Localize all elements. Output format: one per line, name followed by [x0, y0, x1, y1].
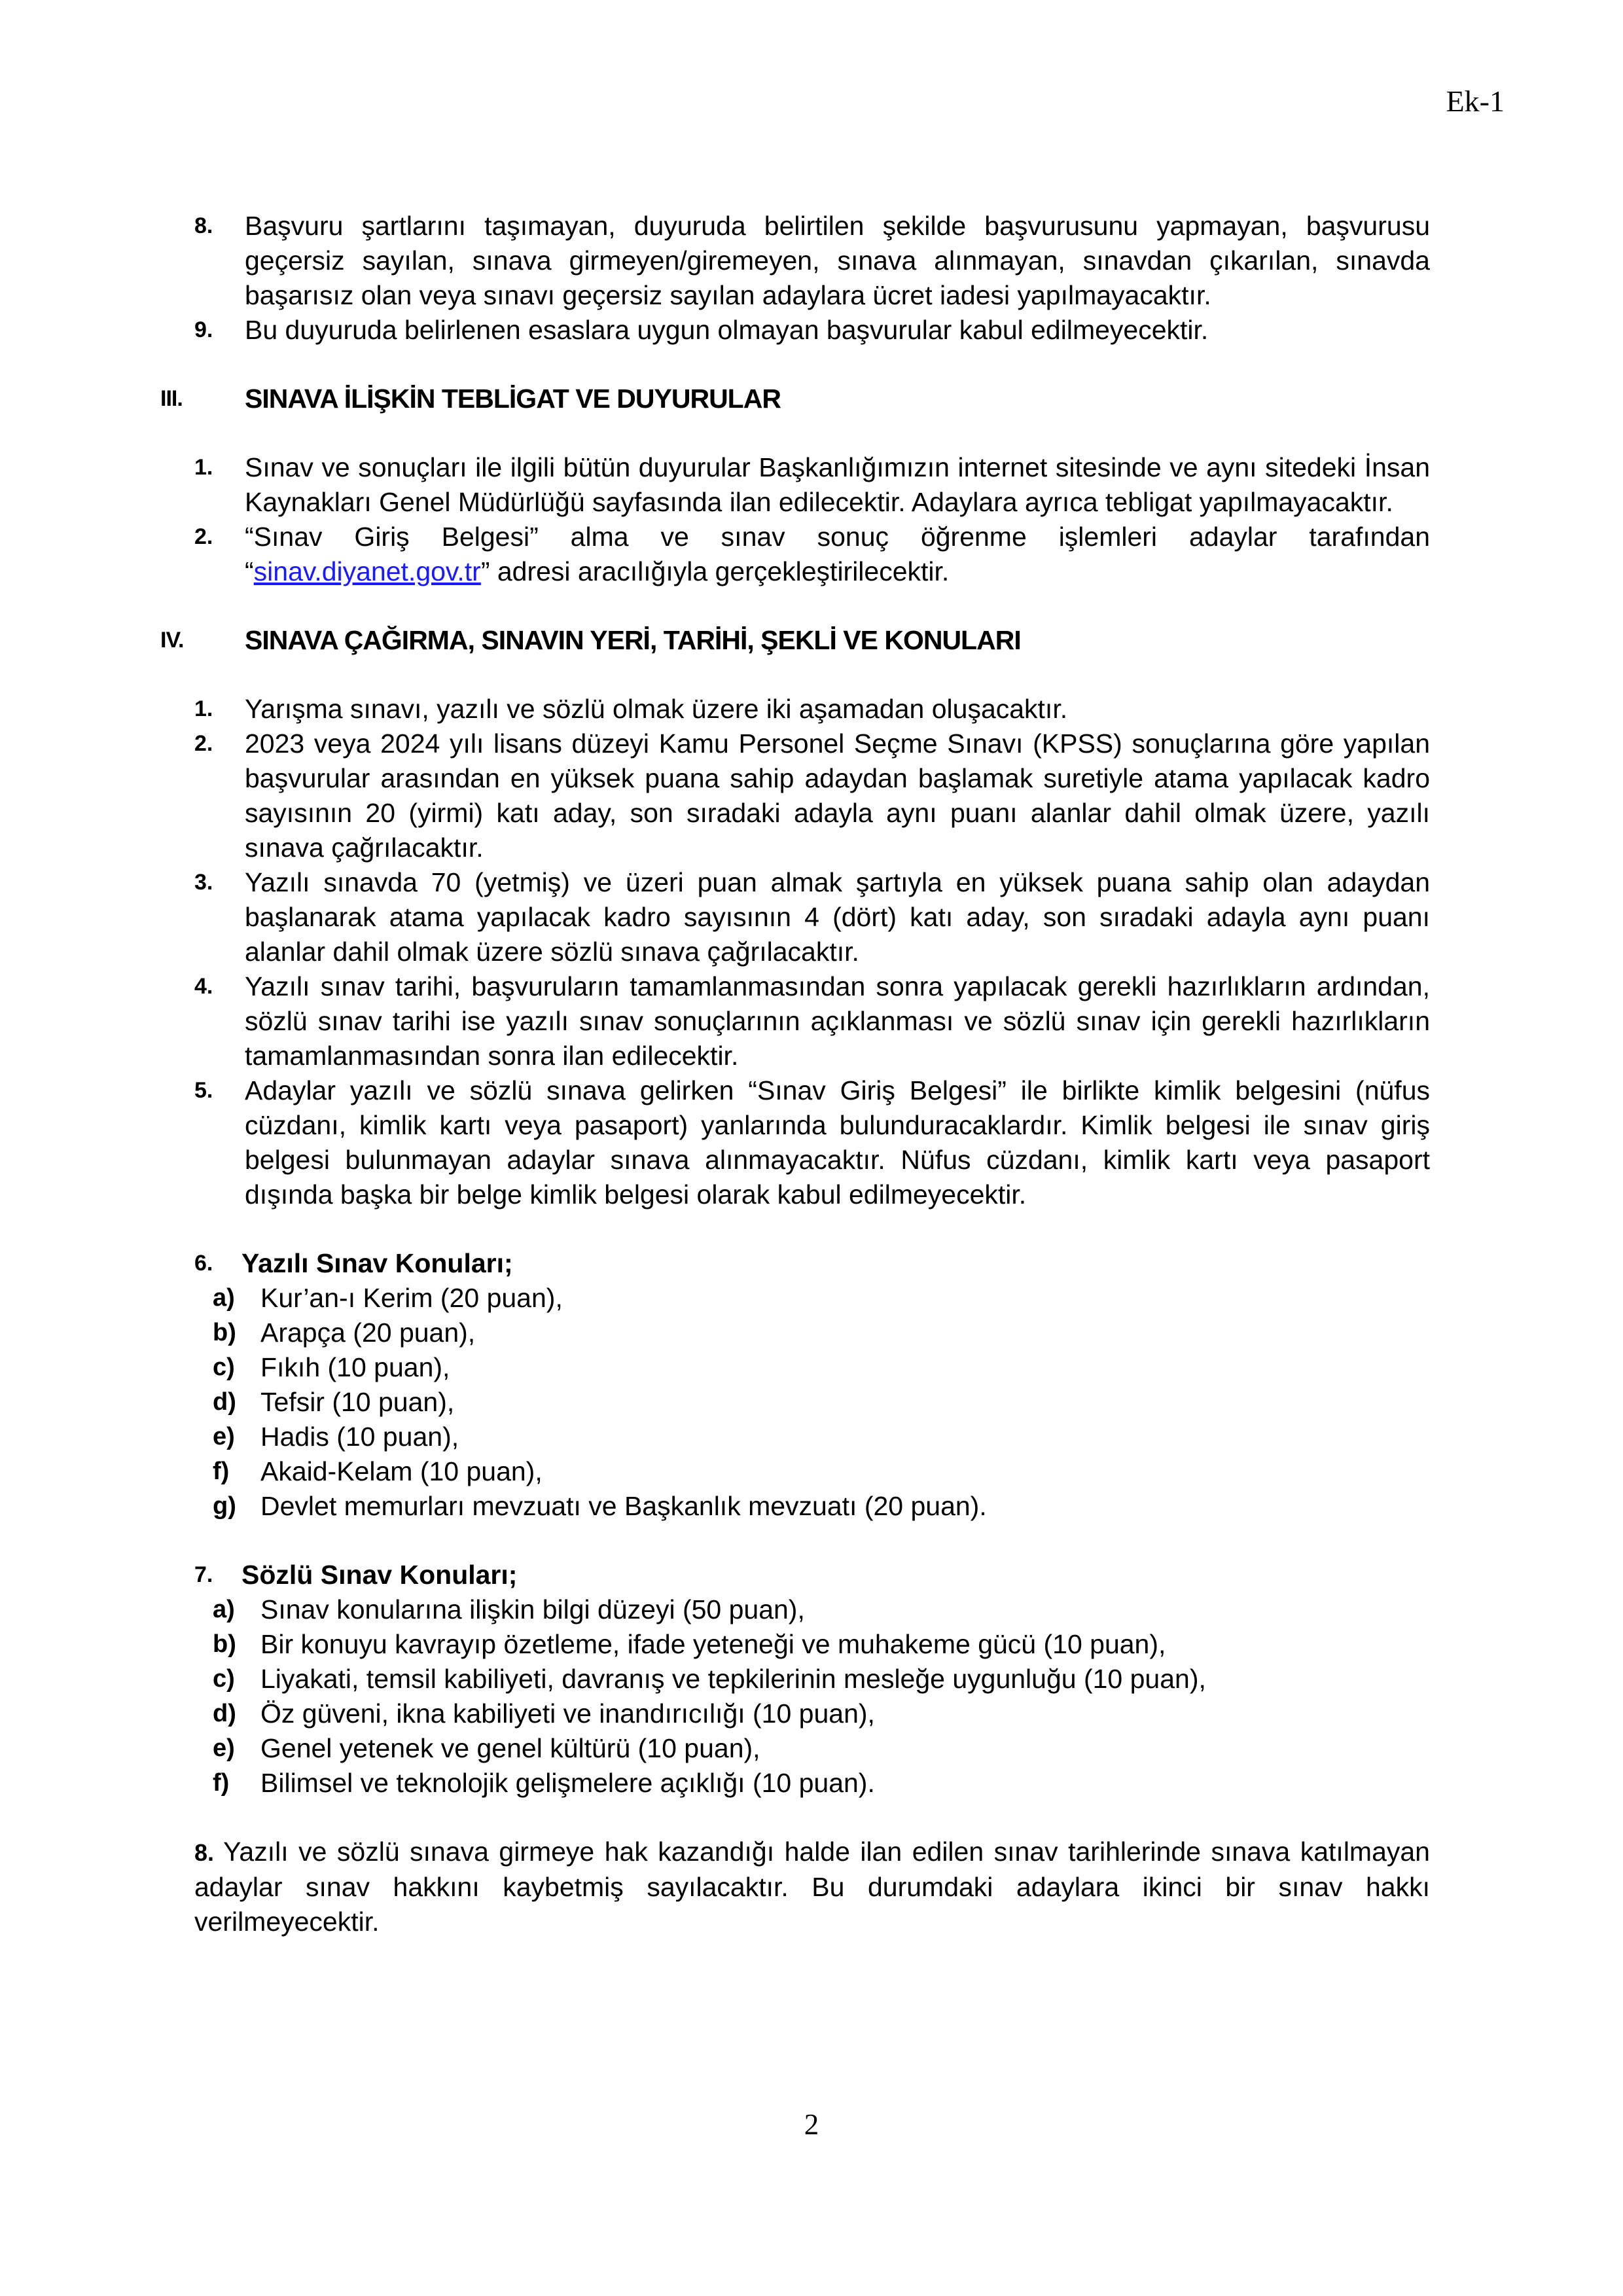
list-item — [194, 313, 1430, 348]
topic-text: Bilimsel ve teknolojik gelişmelere açıklığı (10 puan). — [260, 1768, 875, 1798]
item-text: 2023 veya 2024 yılı lisans düzeyi Kamu Personel Seçme Sınavı (KPSS) sonuçlarına göre yapılan başvurular arasından en yüksek puana sahip adaydan başlamak suretiyle atama yapılacak kadro sayısının 20 (yirmi) katı aday, son sıradaki adayla aynı puanı alanlar dahil olmak üzere, yazılı sınava çağrılacaktır. — [245, 728, 1430, 863]
topic-item — [213, 1350, 1430, 1385]
topic-text: Kur’an-ı Kerim (20 puan), — [260, 1283, 563, 1313]
topic-letter: b) — [213, 1319, 236, 1346]
item-text: Yazılı ve sözlü sınava girmeye hak kazandığı halde ilan edilen sınav tarihlerinde sınava katılmayan adaylar sınav hakkını kaybetmiş sayılacaktır. Bu durumdaki adaylara ikinci bir sınav hakkı verilmeyecektir. — [194, 1837, 1430, 1937]
topic-letter: b) — [213, 1630, 236, 1658]
annex-label: Ek-1 — [1446, 84, 1505, 118]
item-number: 9. — [194, 317, 213, 342]
topic-letter: g) — [213, 1492, 236, 1520]
topic-letter: d) — [213, 1700, 236, 1727]
topic-item — [213, 1696, 1430, 1731]
topic-text: Liyakati, temsil kabiliyeti, davranış ve tepkilerinin mesleğe uygunluğu (10 puan), — [260, 1664, 1206, 1694]
item-number: 6. — [194, 1251, 213, 1276]
topic-item — [213, 1385, 1430, 1420]
item-number: 1. — [194, 696, 213, 721]
written-exam-heading — [194, 1246, 1430, 1281]
section-roman-numeral: IV. — [160, 628, 184, 653]
topic-letter: f) — [213, 1769, 230, 1797]
item-number: 4. — [194, 974, 213, 999]
section-title: SINAVA ÇAĞIRMA, SINAVIN YERİ, TARİHİ, ŞEKLİ VE KONULARI — [245, 625, 1021, 655]
topic-letter: a) — [213, 1596, 235, 1623]
topic-item — [213, 1662, 1430, 1696]
topic-item — [213, 1731, 1430, 1766]
list-item — [194, 209, 1430, 313]
topic-text: Hadis (10 puan), — [260, 1422, 459, 1452]
item-number: 2. — [194, 524, 213, 549]
topic-text: Devlet memurları mevzuatı ve Başkanlık mevzuatı (20 puan). — [260, 1491, 987, 1521]
topic-item — [213, 1420, 1430, 1454]
topic-text: Tefsir (10 puan), — [260, 1387, 455, 1417]
item-number: 3. — [194, 870, 213, 895]
section-heading-iv — [160, 623, 1430, 658]
topic-letter: a) — [213, 1284, 235, 1312]
list-item — [194, 1073, 1430, 1212]
topic-text: Akaid-Kelam (10 puan), — [260, 1456, 543, 1486]
item-text: Sınav ve sonuçları ile ilgili bütün duyurular Başkanlığımızın internet sitesinde ve aynı sitedeki İnsan Kaynakları Genel Müdürlüğü sayfasında ilan edilecektir. Adaylara ayrıca tebligat yapılmayacaktır. — [245, 452, 1430, 517]
topic-letter: e) — [213, 1734, 235, 1762]
topic-text: Öz güveni, ikna kabiliyeti ve inandırıcılığı (10 puan), — [260, 1698, 875, 1729]
subsection-title: Sözlü Sınav Konuları; — [241, 1560, 518, 1590]
topic-text: Bir konuyu kavrayıp özetleme, ifade yeteneği ve muhakeme gücü (10 puan), — [260, 1629, 1166, 1659]
list-item — [194, 692, 1430, 726]
topic-item — [213, 1316, 1430, 1350]
list-item — [194, 520, 1430, 589]
topic-letter: f) — [213, 1458, 230, 1485]
oral-exam-topics — [194, 1592, 1430, 1801]
item-text — [245, 520, 1430, 589]
section-title: SINAVA İLİŞKİN TEBLİGAT VE DUYURULAR — [245, 384, 781, 414]
item-number: 2. — [194, 731, 213, 756]
topic-text: Genel yetenek ve genel kültürü (10 puan), — [260, 1733, 760, 1763]
section-roman-numeral: III. — [160, 386, 183, 411]
exam-site-link[interactable]: sinav.diyanet.gov.tr — [253, 556, 481, 586]
item-number: 8. — [194, 1839, 224, 1866]
list-item — [194, 865, 1430, 969]
written-exam-topics — [194, 1281, 1430, 1524]
item-text-after-link: ” adresi aracılığıyla gerçekleştirilecektir. — [480, 556, 950, 586]
item-number: 7. — [194, 1562, 213, 1587]
document-body — [160, 209, 1430, 1939]
topic-text: Fıkıh (10 puan), — [260, 1352, 450, 1382]
topic-letter: e) — [213, 1423, 235, 1450]
topic-letter: d) — [213, 1388, 236, 1416]
topic-text: Arapça (20 puan), — [260, 1318, 476, 1348]
topic-letter: c) — [213, 1665, 235, 1693]
list-item — [194, 969, 1430, 1073]
list-item — [194, 450, 1430, 520]
topic-text: Sınav konularına ilişkin bilgi düzeyi (50 puan), — [260, 1594, 805, 1624]
section-heading-iii — [160, 382, 1430, 416]
item-text: Bu duyuruda belirlenen esaslara uygun olmayan başvurular kabul edilmeyecektir. — [245, 315, 1209, 345]
list-item — [194, 726, 1430, 865]
topic-item — [213, 1627, 1430, 1662]
item-text: Yarışma sınavı, yazılı ve sözlü olmak üzere iki aşamadan oluşacaktır. — [245, 694, 1068, 724]
item-number: 8. — [194, 213, 213, 238]
item-text: Yazılı sınavda 70 (yetmiş) ve üzeri puan almak şartıyla en yüksek puana sahip olan adaydan başlanarak atama yapılacak kadro sayısının 4 (dört) katı aday, son sıradaki adayla aynı puanı alanlar dahil olmak üzere sözlü sınava çağrılacaktır. — [245, 867, 1430, 967]
topic-item — [213, 1281, 1430, 1316]
item-text: Yazılı sınav tarihi, başvuruların tamamlanmasından sonra yapılacak gerekli hazırlıkların ardından, sözlü sınav tarihi ise yazılı sınav sonuçlarının açıklanması ve sözlü sınav için gerekli hazırlıkların tamamlanmasından sonra ilan edilecektir. — [245, 971, 1430, 1071]
topic-item — [213, 1454, 1430, 1489]
oral-exam-heading — [194, 1558, 1430, 1592]
item-text: Başvuru şartlarını taşımayan, duyuruda belirtilen şekilde başvurusunu yapmayan, başvurusu geçersiz sayılan, sınava girmeyen/giremeyen, sınava alınmayan, sınavdan çıkarılan, sınavda başarısız olan veya sınavı geçersiz sayılan adaylara ücret iadesi yapılmayacaktır. — [245, 211, 1430, 310]
item-number: 5. — [194, 1078, 213, 1103]
subsection-title: Yazılı Sınav Konuları; — [241, 1248, 513, 1278]
final-paragraph — [194, 1835, 1430, 1939]
topic-item — [213, 1766, 1430, 1801]
page-number: 2 — [804, 2108, 819, 2141]
item-text: Adaylar yazılı ve sözlü sınava gelirken “Sınav Giriş Belgesi” ile birlikte kimlik belgesini (nüfus cüzdanı, kimlik kartı veya pasaport) yanlarında bulunduracaklardır. Kimlik belgesi ile sınav giriş belgesi bulunmayan adaylar sınava alınmayacaktır. Nüfus cüzdanı, kimlik kartı veya pasaport dışında başka bir belge kimlik belgesi olarak kabul edilmeyecektir. — [245, 1075, 1430, 1210]
item-text-before-link: “Sınav Giriş Belgesi” alma ve sınav sonuç öğrenme işlemleri adaylar tarafından “ — [245, 522, 1430, 586]
topic-item — [213, 1592, 1430, 1627]
item-number: 1. — [194, 455, 213, 480]
topic-letter: c) — [213, 1354, 235, 1381]
topic-item — [213, 1489, 1430, 1524]
